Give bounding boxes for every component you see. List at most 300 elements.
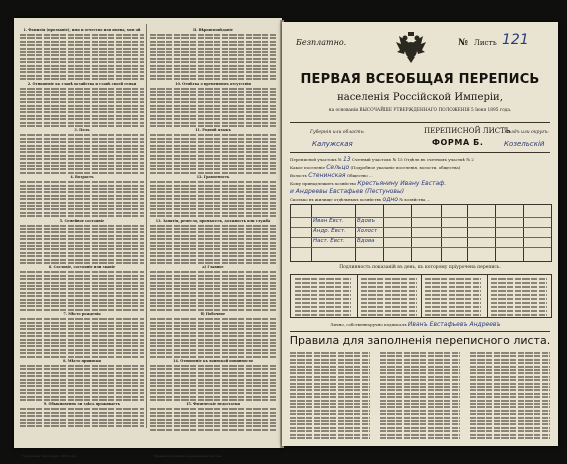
table-row: Андр. Евст. — [313, 228, 346, 234]
print-line — [20, 399, 144, 401]
print-line — [150, 108, 276, 110]
form-line: Волость Стенинская Общество ... — [290, 172, 373, 179]
print-line — [470, 417, 550, 419]
print-line — [150, 34, 276, 36]
print-line — [20, 158, 144, 160]
print-line — [470, 389, 550, 391]
print-line — [20, 134, 144, 136]
section-heading: 3. Полъ — [74, 128, 90, 133]
household-table — [290, 204, 552, 262]
section-heading: 7. Мѣсто рожденія — [63, 312, 101, 317]
print-line — [290, 383, 370, 385]
print-line — [20, 48, 144, 50]
print-line — [20, 41, 144, 43]
print-line — [20, 54, 144, 56]
print-line — [470, 413, 550, 415]
print-line — [425, 306, 481, 308]
print-line — [425, 286, 481, 288]
print-line — [20, 228, 144, 230]
print-line — [150, 78, 276, 80]
print-line — [361, 282, 417, 284]
print-line — [20, 389, 144, 391]
print-line — [20, 292, 144, 294]
print-line — [150, 282, 276, 284]
print-line — [20, 68, 144, 70]
print-line — [150, 118, 276, 120]
section-heading: б) Побочное — [200, 312, 226, 317]
print-line — [150, 205, 276, 207]
print-line — [20, 148, 144, 150]
print-line — [20, 181, 144, 183]
print-line — [20, 248, 144, 250]
table-row: Иван Евст. — [313, 218, 344, 224]
table-row: Наст. Евст. — [313, 238, 345, 244]
print-line — [150, 278, 276, 280]
section-heading: 8. Мѣсто приписки — [63, 359, 101, 363]
print-line — [470, 427, 550, 429]
print-line — [290, 427, 370, 429]
print-line — [150, 375, 276, 377]
print-line — [470, 410, 550, 412]
print-line — [150, 68, 276, 70]
print-line — [470, 355, 550, 357]
print-line — [150, 349, 276, 351]
print-line — [20, 91, 144, 93]
print-line — [150, 389, 276, 391]
form-line: и Андреевы Евстафьев (Пестуновы) — [290, 188, 405, 195]
left-header-b: II. Вѣроисповѣданіе — [193, 28, 233, 32]
print-line — [150, 198, 276, 200]
section-heading: 14. Отношеніе къ воинской повинности — [173, 359, 253, 363]
print-line — [150, 51, 276, 53]
section-heading: 10. Отмѣтка о временномъ отсутствіи — [175, 81, 251, 86]
print-line — [380, 420, 460, 422]
print-line — [361, 314, 417, 316]
print-line — [380, 362, 460, 364]
print-line — [150, 342, 276, 344]
print-line — [380, 400, 460, 402]
print-line — [470, 366, 550, 368]
print-line — [150, 422, 276, 424]
print-line — [20, 425, 144, 427]
print-line — [150, 419, 276, 421]
print-line — [20, 372, 144, 374]
print-line — [20, 208, 144, 210]
print-line — [150, 141, 276, 143]
print-line — [491, 306, 547, 308]
print-line — [20, 382, 144, 384]
section-heading: 9. Обыкновенно ли здѣсь проживаетъ — [43, 402, 121, 407]
print-line — [290, 355, 370, 357]
print-line — [150, 335, 276, 337]
print-line — [150, 172, 276, 174]
print-line — [470, 362, 550, 364]
print-line — [150, 238, 276, 240]
print-line — [150, 111, 276, 113]
print-line — [491, 282, 547, 284]
print-line — [150, 385, 276, 387]
print-line — [150, 202, 276, 204]
print-line — [150, 98, 276, 100]
print-line — [20, 278, 144, 280]
print-line — [290, 393, 370, 395]
print-line — [290, 396, 370, 398]
print-line — [20, 299, 144, 301]
print-line — [150, 429, 276, 431]
double-headed-eagle-icon — [394, 30, 428, 64]
print-line — [491, 290, 547, 292]
print-line — [20, 259, 144, 261]
print-line — [20, 151, 144, 153]
print-line — [380, 379, 460, 381]
print-line — [20, 168, 144, 170]
print-line — [425, 290, 481, 292]
print-line — [491, 286, 547, 288]
print-line — [20, 122, 144, 124]
print-line — [380, 352, 460, 354]
print-line — [295, 310, 351, 312]
print-line — [150, 332, 276, 334]
table-caption: Подлинность показаній въ день, къ которому пріурочена перепись. — [339, 265, 501, 270]
section-heading: 2. Отношеніе къ главѣ хозяйства и главѣ своей семьи — [27, 81, 137, 86]
left-footer-a: Губернская типографія 1896 года — [22, 454, 76, 458]
print-line — [20, 58, 144, 60]
print-line — [20, 98, 144, 100]
print-line — [150, 271, 276, 273]
print-line — [150, 148, 276, 150]
print-line — [20, 375, 144, 377]
print-line — [150, 91, 276, 93]
print-line — [150, 105, 276, 107]
print-line — [20, 75, 144, 77]
print-line — [20, 198, 144, 200]
table-cell: Холост — [357, 228, 378, 234]
print-line — [150, 318, 276, 320]
print-line — [150, 115, 276, 117]
print-line — [150, 88, 276, 90]
rules-column-2 — [380, 352, 460, 440]
print-line — [150, 41, 276, 43]
number-symbol: № — [458, 38, 468, 48]
form-line: Какое поселеніе Сельцо (Подробное указаніе поселенія, волости, общества) — [290, 164, 461, 171]
print-line — [380, 403, 460, 405]
print-line — [20, 335, 144, 337]
print-line — [20, 328, 144, 330]
print-line — [150, 262, 276, 264]
print-line — [150, 412, 276, 414]
print-line — [380, 372, 460, 374]
print-line — [20, 185, 144, 187]
print-line — [20, 61, 144, 63]
print-line — [290, 389, 370, 391]
print-line — [150, 165, 276, 167]
print-line — [20, 105, 144, 107]
print-line — [20, 78, 144, 80]
print-line — [290, 366, 370, 368]
print-line — [20, 302, 144, 304]
title-rule — [290, 122, 550, 123]
print-line — [150, 328, 276, 330]
print-line — [20, 191, 144, 193]
print-line — [290, 359, 370, 361]
print-line — [150, 155, 276, 157]
print-line — [20, 212, 144, 214]
form-title: ПЕРЕПИСНОЙ ЛИСТЪ — [424, 127, 511, 135]
print-line — [150, 235, 276, 237]
print-line — [150, 37, 276, 39]
print-line — [470, 420, 550, 422]
print-line — [380, 383, 460, 385]
print-line — [20, 342, 144, 344]
print-line — [290, 410, 370, 412]
print-line — [150, 259, 276, 261]
table-cell: Вдова — [357, 238, 375, 244]
uezd-value: Козельскій — [504, 140, 545, 148]
print-line — [295, 306, 351, 308]
print-line — [20, 379, 144, 381]
print-line — [380, 376, 460, 378]
print-line — [380, 427, 460, 429]
print-line — [150, 188, 276, 190]
rules-title: Правила для заполненія переписного листа. — [289, 334, 551, 347]
print-line — [470, 396, 550, 398]
print-line — [20, 242, 144, 244]
print-line — [150, 345, 276, 347]
print-line — [150, 325, 276, 327]
print-line — [380, 386, 460, 388]
print-line — [150, 299, 276, 301]
print-line — [20, 44, 144, 46]
print-line — [20, 262, 144, 264]
print-line — [150, 122, 276, 124]
print-line — [295, 298, 351, 300]
print-line — [150, 158, 276, 160]
print-line — [295, 314, 351, 316]
print-line — [20, 231, 144, 233]
print-line — [150, 71, 276, 73]
print-line — [20, 365, 144, 367]
print-line — [470, 393, 550, 395]
print-line — [470, 359, 550, 361]
print-line — [150, 225, 276, 227]
print-line — [491, 314, 547, 316]
print-line — [380, 389, 460, 391]
form-name: ФОРМА Б. — [432, 138, 484, 147]
summary-table — [290, 274, 552, 318]
print-line — [150, 288, 276, 290]
print-line — [20, 255, 144, 257]
print-line — [150, 58, 276, 60]
print-line — [290, 430, 370, 432]
census-basis: на основаніи ВЫСОЧАЙШЕ УТВЕРЖДЕННАГО ПОЛОЖЕНІЯ 5 Іюня 1895 года. — [328, 108, 512, 113]
print-line — [380, 430, 460, 432]
left-page — [14, 18, 282, 458]
print-line — [470, 383, 550, 385]
print-line — [20, 34, 144, 36]
print-line — [20, 205, 144, 207]
print-line — [20, 145, 144, 147]
print-line — [20, 155, 144, 157]
print-line — [150, 415, 276, 417]
print-line — [380, 437, 460, 439]
print-line — [491, 302, 547, 304]
print-line — [150, 245, 276, 247]
print-line — [150, 242, 276, 244]
print-line — [425, 302, 481, 304]
sheet-number: 121 — [502, 32, 529, 48]
table-cell: Вдовъ — [357, 218, 376, 224]
print-line — [290, 437, 370, 439]
section-heading: 13. Занятія, ремесло, промыселъ, должность или служба — [155, 218, 271, 223]
print-line — [380, 410, 460, 412]
print-line — [290, 420, 370, 422]
print-line — [380, 413, 460, 415]
print-line — [425, 294, 481, 296]
print-line — [20, 195, 144, 197]
print-line — [20, 165, 144, 167]
print-line — [20, 94, 144, 96]
print-line — [150, 248, 276, 250]
print-line — [491, 298, 547, 300]
print-line — [150, 215, 276, 217]
print-line — [361, 310, 417, 312]
print-line — [290, 434, 370, 436]
print-line — [361, 306, 417, 308]
section-heading: 11. Родной языкъ — [195, 128, 231, 133]
print-line — [150, 101, 276, 103]
print-line — [470, 437, 550, 439]
left-column-a — [20, 26, 144, 432]
print-line — [380, 366, 460, 368]
print-line — [295, 278, 351, 280]
print-line — [150, 372, 276, 374]
print-line — [150, 134, 276, 136]
print-line — [20, 101, 144, 103]
form-line: Сколько въ жилище отдѣльныхъ хозяйствъ одно № хозяйства ... — [290, 196, 431, 203]
print-line — [290, 352, 370, 354]
print-line — [150, 339, 276, 341]
print-line — [380, 434, 460, 436]
print-line — [150, 255, 276, 257]
print-line — [20, 88, 144, 90]
print-line — [150, 75, 276, 77]
print-line — [150, 309, 276, 311]
rules-column-1 — [290, 352, 370, 440]
print-line — [150, 382, 276, 384]
print-line — [290, 403, 370, 405]
print-line — [290, 376, 370, 378]
print-line — [361, 298, 417, 300]
print-line — [20, 172, 144, 174]
print-line — [470, 352, 550, 354]
print-line — [491, 310, 547, 312]
print-line — [150, 94, 276, 96]
print-line — [150, 125, 276, 127]
print-line — [20, 275, 144, 277]
sheet-label: Листъ — [474, 39, 497, 47]
print-line — [150, 162, 276, 164]
print-line — [150, 285, 276, 287]
print-line — [380, 396, 460, 398]
print-line — [150, 368, 276, 370]
print-line — [470, 403, 550, 405]
print-line — [425, 298, 481, 300]
print-line — [20, 162, 144, 164]
print-line — [290, 362, 370, 364]
print-line — [470, 434, 550, 436]
print-line — [470, 369, 550, 371]
print-line — [290, 413, 370, 415]
print-line — [20, 188, 144, 190]
print-line — [380, 417, 460, 419]
print-line — [150, 408, 276, 410]
print-line — [150, 145, 276, 147]
print-line — [20, 111, 144, 113]
print-line — [150, 44, 276, 46]
census-subtitle: населенія Россійской Имперіи, — [337, 92, 503, 103]
print-line — [150, 48, 276, 50]
print-line — [150, 322, 276, 324]
print-line — [290, 386, 370, 388]
print-line — [380, 406, 460, 408]
print-line — [150, 379, 276, 381]
print-line — [470, 379, 550, 381]
column-divider — [146, 24, 147, 428]
print-line — [20, 408, 144, 410]
rules-column-3 — [470, 352, 550, 440]
print-line — [470, 406, 550, 408]
section-heading: 6. Сословіе, состояніе или званіе — [48, 265, 116, 270]
print-line — [20, 332, 144, 334]
print-line — [150, 212, 276, 214]
print-line — [20, 356, 144, 358]
form-line: Переписной участокъ № 13 Счетный участокъ № 15 Отдѣлъ въ счетномъ участкѣ № 2 — [290, 156, 474, 163]
print-line — [20, 202, 144, 204]
print-line — [150, 302, 276, 304]
print-line — [290, 372, 370, 374]
print-line — [20, 419, 144, 421]
rules-rule — [290, 331, 550, 332]
print-line — [150, 181, 276, 183]
print-line — [295, 294, 351, 296]
print-line — [20, 322, 144, 324]
print-line — [361, 278, 417, 280]
print-line — [20, 349, 144, 351]
print-line — [425, 278, 481, 280]
right-page — [282, 22, 558, 446]
print-line — [150, 425, 276, 427]
print-line — [470, 430, 550, 432]
print-line — [150, 356, 276, 358]
print-line — [150, 365, 276, 367]
signature-line: Лично, собственноручно подписалъ Иванъ Евстафьевъ Андреевъ — [330, 321, 501, 328]
print-line — [20, 51, 144, 53]
print-line — [150, 151, 276, 153]
print-line — [380, 423, 460, 425]
print-line — [470, 386, 550, 388]
print-line — [20, 288, 144, 290]
print-line — [20, 396, 144, 398]
print-line — [20, 339, 144, 341]
print-line — [150, 392, 276, 394]
print-line — [20, 138, 144, 140]
print-line — [150, 54, 276, 56]
print-line — [20, 352, 144, 354]
print-line — [150, 396, 276, 398]
print-line — [150, 168, 276, 170]
print-line — [20, 252, 144, 254]
print-line — [361, 302, 417, 304]
